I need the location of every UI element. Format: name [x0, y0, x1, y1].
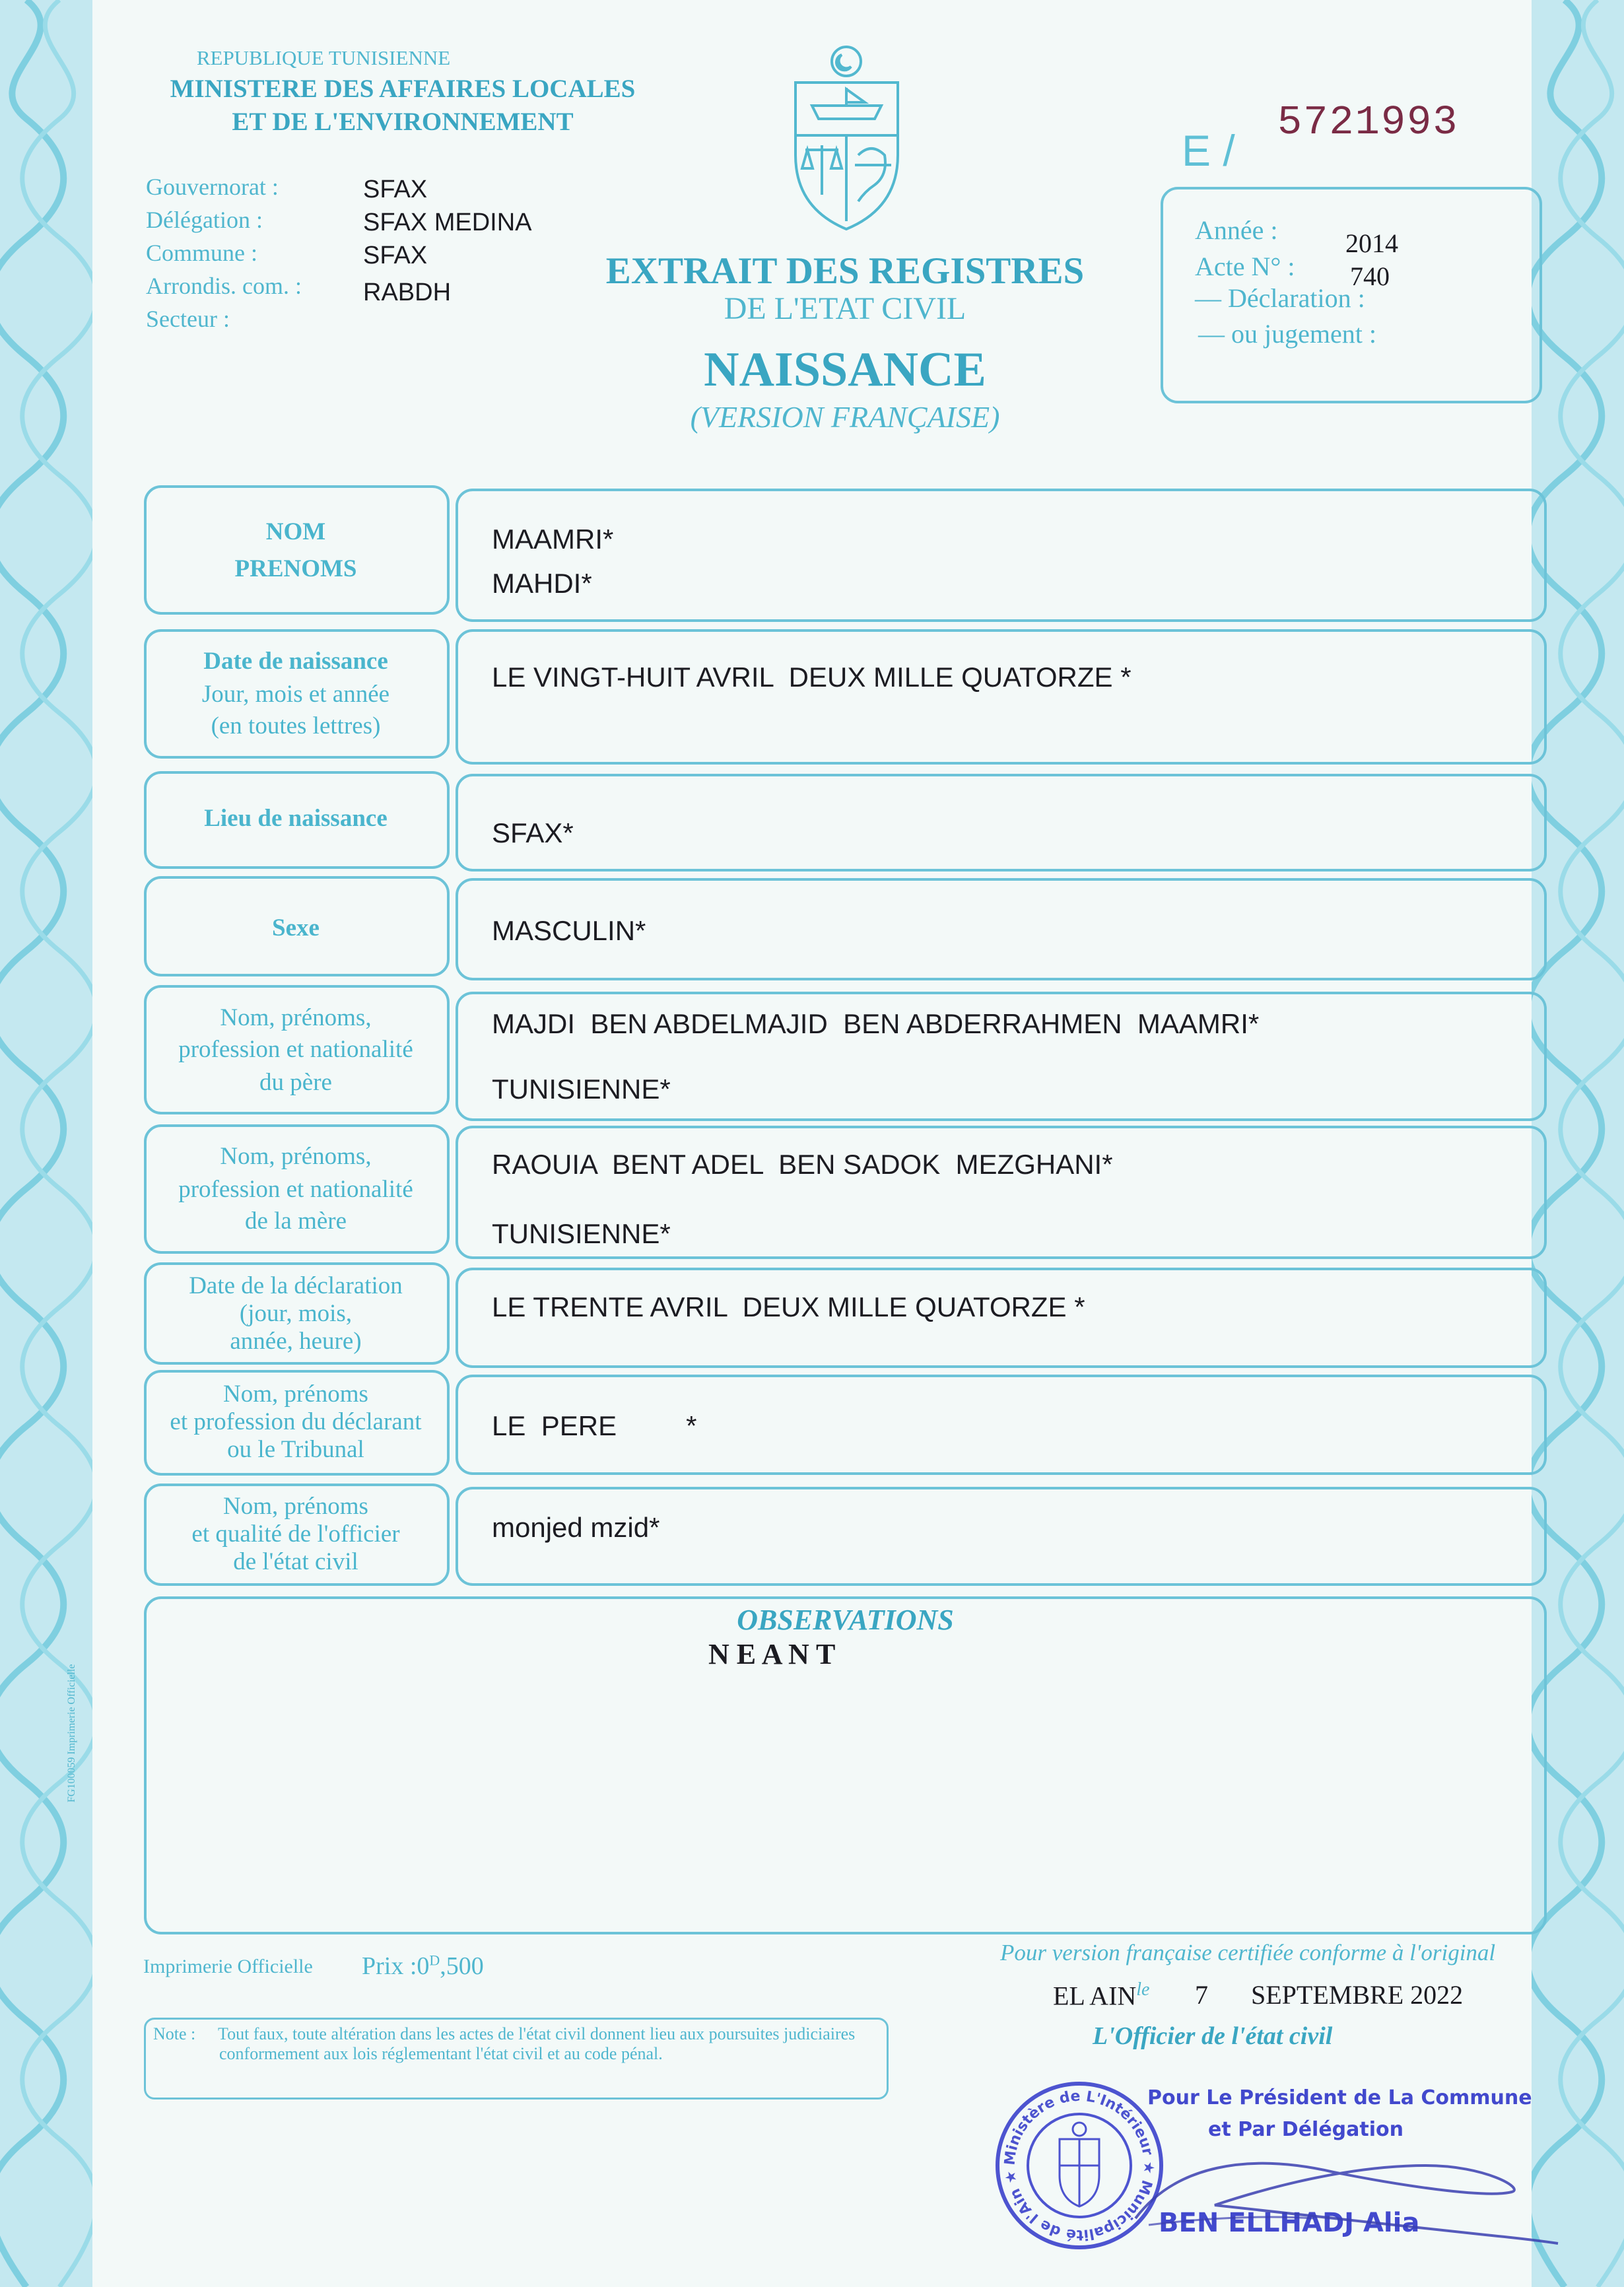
nom-value-box — [456, 489, 1547, 622]
annee-label: Année : — [1195, 215, 1278, 245]
officer-title: L'Officier de l'état civil — [1093, 2022, 1333, 2050]
place-name — [1053, 1979, 1150, 2011]
birth-date-sublabel-2: (en toutes lettres) — [211, 712, 381, 739]
officer-label-1: Nom, prénoms — [223, 1493, 368, 1520]
price-label: Prix : — [362, 1952, 417, 1980]
declaration-date-value: LE TRENTE AVRIL DEUX MILLE QUATORZE * — [492, 1291, 1085, 1322]
note-label: Note : — [153, 2024, 196, 2043]
birth-date-sublabel-1: Jour, mois et année — [201, 681, 390, 708]
le-label: le — [1136, 1979, 1150, 2000]
handwritten-signature — [1116, 2126, 1565, 2258]
prenoms-label: PRENOMS — [234, 555, 357, 582]
nom-value: MAAMRI* — [492, 524, 614, 555]
sex-label: Sexe — [272, 914, 320, 941]
declaration-date-label-1: Date de la déclaration — [189, 1272, 403, 1299]
commune-value: SFAX — [363, 242, 428, 269]
mother-label-3: de la mère — [244, 1208, 347, 1235]
declarant-label-3: ou le Tribunal — [227, 1436, 364, 1463]
observations-box — [144, 1596, 1547, 1934]
nom-label-box — [144, 485, 450, 615]
stamp-line-2: et Par Délégation — [1208, 2118, 1404, 2141]
birth-place-value: SFAX* — [492, 817, 574, 848]
officer-label-3: de l'état civil — [233, 1548, 358, 1575]
annee-value: 2014 — [1345, 228, 1398, 258]
jugement-label: — ou jugement : — [1198, 319, 1376, 349]
printer-side-code: FG100059 Imprimerie Officielle — [66, 1664, 77, 1802]
republic-heading: REPUBLIQUE TUNISIENNE — [196, 46, 451, 69]
arrondis-value: RABDH — [363, 279, 452, 306]
issue-day: 7 — [1195, 1980, 1208, 2010]
officer-value: monjed mzid* — [492, 1512, 660, 1543]
birth-date-value-box — [456, 629, 1547, 765]
declaration-label: — Déclaration : — [1195, 283, 1365, 313]
father-name-value: MAJDI BEN ABDELMAJID BEN ABDERRAHMEN MAAMRI* — [492, 1008, 1260, 1039]
serial-prefix: E / — [1182, 126, 1235, 175]
observations-value: N E A N T — [708, 1638, 836, 1670]
declarant-value: LE PERE * — [492, 1410, 697, 1441]
serial-number: 5721993 — [1277, 99, 1459, 146]
birth-place-label: Lieu de naissance — [204, 805, 388, 832]
declaration-date-label-3: année, heure) — [230, 1328, 362, 1355]
title-line-1: EXTRAIT DES REGISTRES — [605, 250, 1085, 292]
mother-nationality-value: TUNISIENNE* — [492, 1218, 671, 1249]
sex-value: MASCULIN* — [492, 915, 646, 946]
version-subtitle: (VERSION FRANÇAISE) — [690, 400, 1000, 434]
document-type-title: NAISSANCE — [704, 343, 986, 397]
nom-label: NOM — [265, 518, 326, 545]
birth-date-value: LE VINGT-HUIT AVRIL DEUX MILLE QUATORZE * — [492, 662, 1132, 693]
gouvernorat-label: Gouvernorat : — [146, 174, 279, 200]
stamp-ring-text: Ministère de L'Intérieur ★ Municipalité de l'Ain ★ — [1001, 2088, 1157, 2243]
officer-label-2: et qualité de l'officier — [191, 1520, 400, 1548]
stamp-line-1: Pour Le Président de La Commune — [1147, 2086, 1532, 2109]
issue-month-year: SEPTEMBRE 2022 — [1251, 1980, 1464, 2010]
delegation-label: Délégation : — [146, 207, 263, 233]
birth-date-label: Date de naissance — [203, 648, 388, 675]
arrondis-label: Arrondis. com. : — [146, 273, 302, 299]
commune-label: Commune : — [146, 240, 257, 266]
acte-number-value: 740 — [1350, 261, 1390, 291]
note-text: Tout faux, toute altération dans les actes de l'état civil donnent lieu aux poursuites judiciaires conformement aux lois réglementant l'état civil et au code pénal. — [218, 2024, 856, 2063]
father-nationality-value: TUNISIENNE* — [492, 1074, 671, 1105]
gouvernorat-value: SFAX — [363, 176, 428, 203]
mother-name-value: RAOUIA BENT ADEL BEN SADOK MEZGHANI* — [492, 1149, 1113, 1180]
price-int: 0 — [417, 1952, 430, 1980]
price-dec: ,500 — [440, 1952, 484, 1980]
imprimerie-label: Imprimerie Officielle — [143, 1956, 313, 1977]
birth-place-value-box — [456, 774, 1547, 871]
place-value: EL AIN — [1053, 1981, 1137, 2011]
ministry-line-1: MINISTERE DES AFFAIRES LOCALES — [170, 75, 636, 103]
father-label-1: Nom, prénoms, — [220, 1004, 372, 1031]
price-text — [362, 1952, 484, 1981]
certification-text: Pour version française certifiée conforme à l'original — [1000, 1940, 1496, 1965]
secteur-label: Secteur : — [146, 306, 230, 332]
price-sup: D — [429, 1952, 440, 1969]
title-line-2: DE L'ETAT CIVIL — [724, 291, 966, 326]
stamp-officer-name: BEN ELLHADJ Alia — [1159, 2208, 1420, 2238]
delegation-value: SFAX MEDINA — [363, 209, 532, 236]
mother-label-2: profession et nationalité — [178, 1176, 413, 1203]
acte-number-label: Acte N° : — [1195, 252, 1295, 281]
declarant-label-2: et profession du déclarant — [170, 1408, 422, 1435]
ministry-line-2: ET DE L'ENVIRONNEMENT — [232, 108, 574, 136]
prenoms-value: MAHDI* — [492, 568, 592, 599]
father-label-2: profession et nationalité — [178, 1036, 413, 1063]
father-label-3: du père — [259, 1069, 332, 1096]
declaration-date-label-2: (jour, mois, — [239, 1300, 353, 1327]
declarant-label-1: Nom, prénoms — [223, 1381, 368, 1408]
left-guilloche-border — [0, 0, 99, 2287]
observations-label: OBSERVATIONS — [737, 1604, 954, 1636]
tunisia-coat-of-arms-icon — [782, 36, 911, 234]
mother-label-1: Nom, prénoms, — [220, 1143, 372, 1170]
